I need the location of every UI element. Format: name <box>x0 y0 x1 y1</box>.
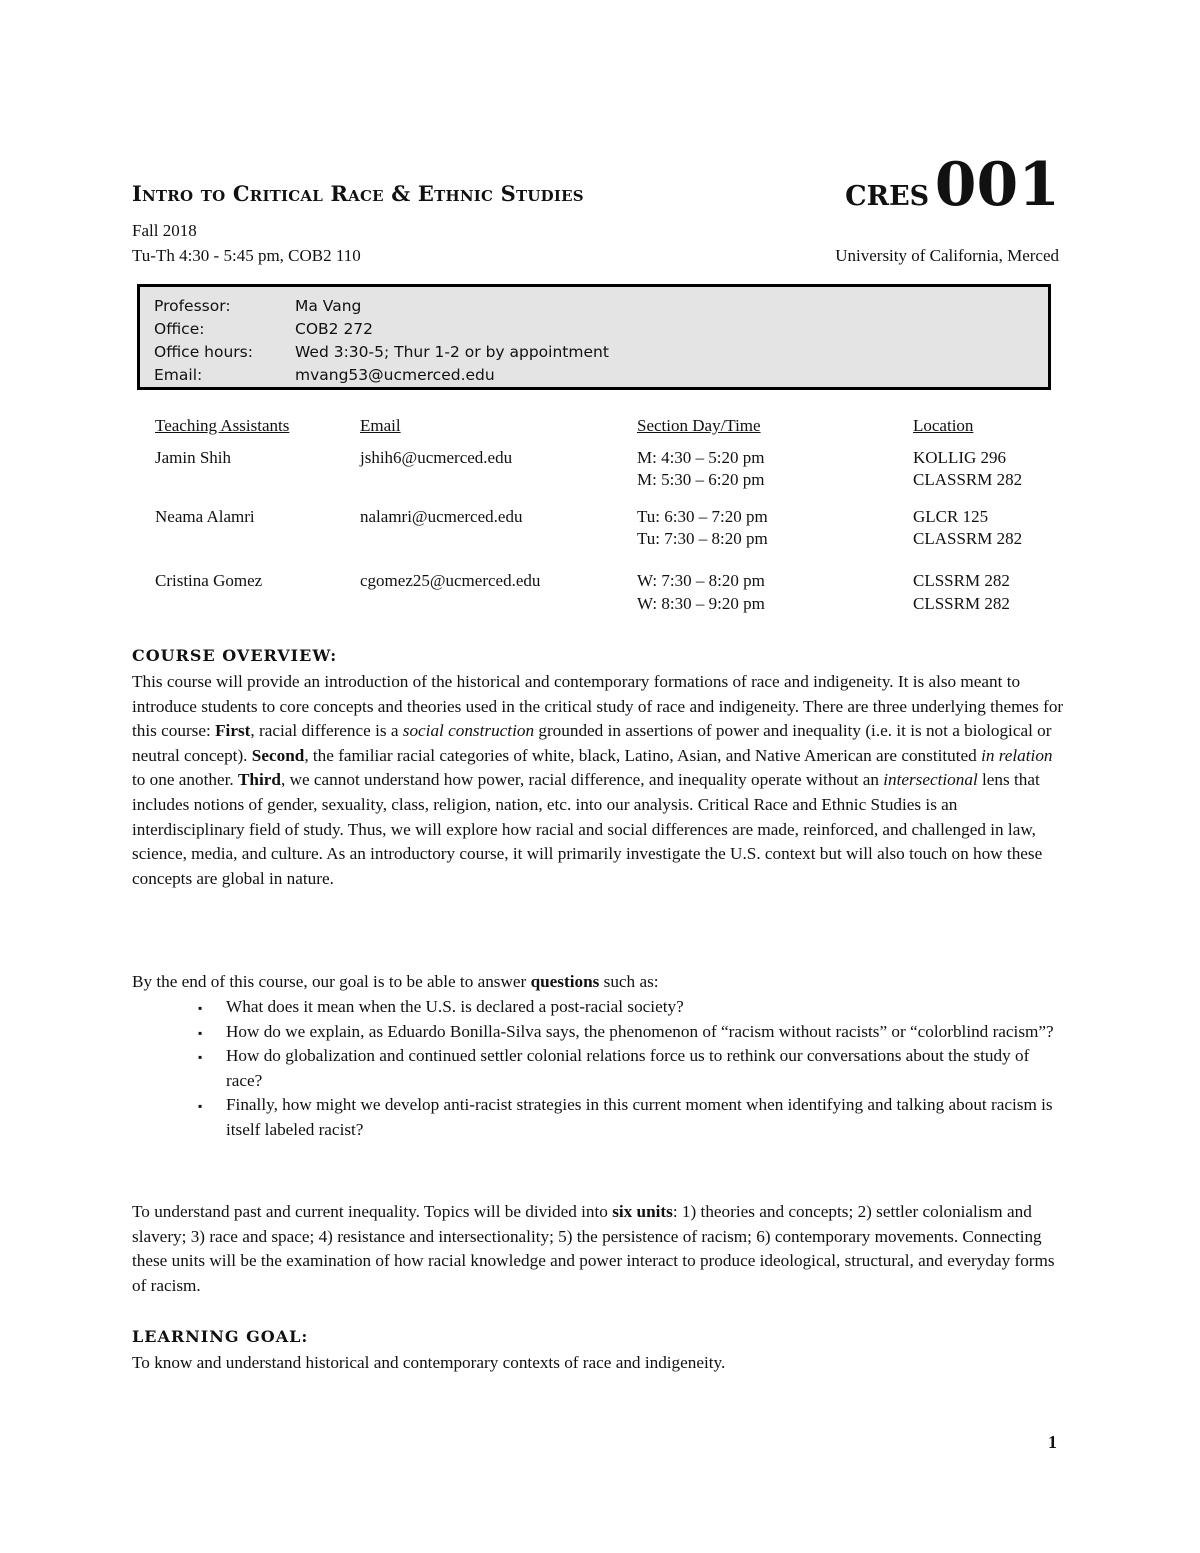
ta-email: cgomez25@ucmerced.edu <box>360 571 541 590</box>
professor-row <box>154 295 1034 318</box>
ta-header-name: Teaching Assistants <box>155 416 290 435</box>
ta-location: CLSSRM 282 <box>913 571 1010 590</box>
class-schedule: Tu-Th 4:30 - 5:45 pm, COB2 110 <box>132 246 361 265</box>
info-value: COB2 272 <box>295 320 374 338</box>
ta-time: Tu: 7:30 – 8:20 pm <box>637 529 768 548</box>
ta-time: W: 7:30 – 8:20 pm <box>637 571 765 590</box>
info-label: Professor: <box>154 297 231 315</box>
professor-info-box <box>137 284 1051 390</box>
office-hours-row <box>154 341 1034 364</box>
ta-header-location: Location <box>913 416 974 435</box>
info-value: mvang53@ucmerced.edu <box>295 366 495 384</box>
question-item: ▪ Finally, how might we develop anti-racist strategies in this current moment when identifying and talking about racism is itself labeled racist? <box>132 1093 1067 1142</box>
ta-location: CLASSRM 282 <box>913 529 1023 548</box>
ta-name: Neama Alamri <box>155 507 255 526</box>
ta-name: Cristina Gomez <box>155 571 263 590</box>
ta-time: M: 4:30 – 5:20 pm <box>637 448 765 467</box>
info-value: Ma Vang <box>295 297 362 315</box>
course-prefix: CRES <box>845 181 930 212</box>
ta-email: jshih6@ucmerced.edu <box>360 448 513 467</box>
question-item: ▪ How do globalization and continued settler colonial relations force us to rethink our conversations about the study of race? <box>132 1044 1067 1093</box>
ta-header-email: Email <box>360 416 401 435</box>
ta-name: Jamin Shih <box>155 448 232 467</box>
ta-email: nalamri@ucmerced.edu <box>360 507 523 526</box>
email-row <box>154 364 1034 387</box>
question-item: ▪ How do we explain, as Eduardo Bonilla-Silva says, the phenomenon of “racism without racists” or “colorblind racism”? <box>132 1020 1067 1045</box>
questions-list <box>132 995 1067 1143</box>
ta-location: KOLLIG 296 <box>913 448 1007 467</box>
course-overview-text: This course will provide an introduction of the historical and contemporary formations of race and indigeneity. It is also meant to introduce students to core concepts and theories used in the critical study of race and indigeneity. There are three underlying themes for this course: First, racial difference is a social construction grounded in assertions of power and inequality (i.e. it is not a biological or neutral concept). Second, the familiar racial categories of white, black, Latino, Asian, and Native American are constituted in relation to one another. Third, we cannot understand how power, racial difference, and inequality operate without an intersectional lens that includes notions of gender, sexuality, class, religion, nation, etc. into our analysis. Critical Race and Ethnic Studies is an interdisciplinary field of study. Thus, we will explore how racial and social differences are made, reinforced, and challenged in law, science, media, and culture. As an introductory course, it will primarily investigate the U.S. context but will also touch on how these concepts are global in nature. <box>132 672 1064 888</box>
info-label: Email: <box>154 366 203 384</box>
ta-location: CLSSRM 282 <box>913 594 1010 613</box>
question-item: ▪ What does it mean when the U.S. is declared a post-racial society? <box>132 995 1067 1020</box>
page-number: 1 <box>1048 1432 1057 1452</box>
ta-time: W: 8:30 – 9:20 pm <box>637 594 765 613</box>
ta-location: GLCR 125 <box>913 507 989 526</box>
learning-goal-text: To know and understand historical and contemporary contexts of race and indigeneity. <box>132 1353 726 1372</box>
ta-location: CLASSRM 282 <box>913 470 1023 489</box>
university: University of California, Merced <box>835 246 1059 265</box>
ta-time: Tu: 6:30 – 7:20 pm <box>637 507 768 526</box>
course-code <box>845 150 1060 220</box>
course-title: Intro to Critical Race & Ethnic Studies <box>132 181 584 206</box>
info-label: Office: <box>154 320 205 338</box>
info-value: Wed 3:30-5; Thur 1-2 or by appointment <box>295 343 609 361</box>
units-paragraph: To understand past and current inequality. Topics will be divided into six units: 1) theories and concepts; 2) settler colonialism and slavery; 3) race and space; 4) resistance and intersectionality; 5) the persistence of racism; 6) contemporary movements. Connecting these units will be the examination of how racial knowledge and power interact to produce ideological, structural, and everyday forms of racism. <box>132 1202 1055 1295</box>
learning-goal-heading: LEARNING GOAL: <box>132 1327 309 1346</box>
course-number: 001 <box>934 150 1060 220</box>
office-row <box>154 318 1034 341</box>
info-label: Office hours: <box>154 343 253 361</box>
course-overview-heading: COURSE OVERVIEW: <box>132 646 338 665</box>
term: Fall 2018 <box>132 221 197 240</box>
questions-intro: By the end of this course, our goal is to be able to answer questions such as: <box>132 972 659 991</box>
ta-header-section: Section Day/Time <box>637 416 761 435</box>
ta-time: M: 5:30 – 6:20 pm <box>637 470 765 489</box>
